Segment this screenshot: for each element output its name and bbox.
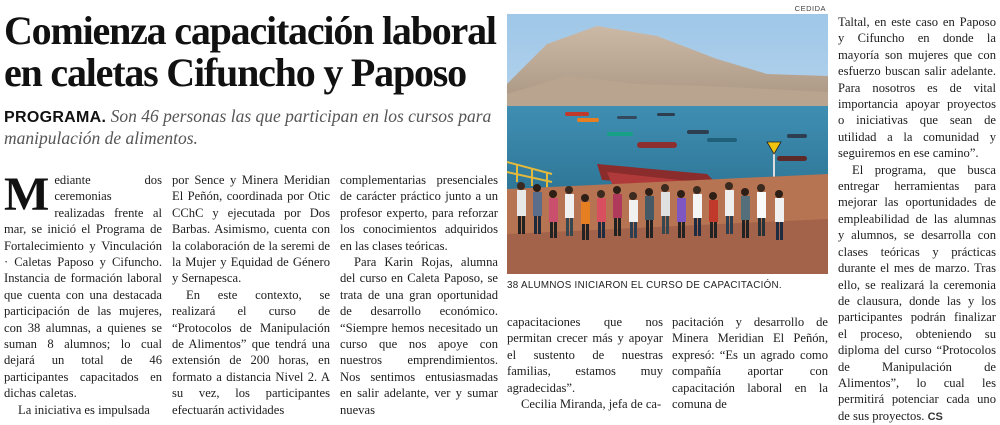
article-column-2	[172, 172, 330, 418]
deck	[4, 106, 502, 149]
photo-credit: CEDIDA	[794, 4, 826, 13]
article-column-3	[340, 172, 498, 418]
dropcap: M	[4, 168, 50, 221]
end-mark: CS	[927, 410, 943, 423]
article-column-1	[4, 168, 162, 418]
paragraph: capacitaciones que nos permitan crecer más y apoyar el sustento de nuestras familias, estamos muy agradecidas”.	[507, 315, 663, 395]
paragraph-text: El programa, que busca entregar herramientas para mejorar las oportunidades de empleabilidad de las alumnas y alumnos, se desarrolla con clases teóricas y prácticas durante el mes de marzo. Tras ello, se realizará la ceremonia de clausura, donde las y los participantes podrán finalizar el proceso, obteniendo su diploma del curso “Protocolos de Manipulación de Alimentos”, lo cual les permitirá potenciar cada uno de sus proyectos.	[838, 162, 996, 423]
deck-text: Son 46 personas las que participan en los cursos para manipulación de alimentos.	[4, 106, 492, 148]
section-tag: PROGRAMA.	[4, 109, 107, 126]
paragraph: La iniciativa es impulsada	[18, 402, 150, 417]
paragraph	[4, 168, 162, 402]
photo-illustration	[507, 14, 828, 274]
paragraph: Cecilia Miranda, jefa de ca-	[521, 397, 662, 412]
article-photo	[507, 14, 828, 274]
paragraph-text: ediante dos ceremonias realizadas frente al mar, se inició el Programa de Fortalecimiento y Vinculación · Caletas Paposo y Cifuncho. Instancia de formación laboral que cuenta con una destacada participación de las mujeres, con 38 alumnas, a quienes se suman 8 alumnos; lo cual dejará un total de 46 participantes capacitados en dichas caletas.	[4, 173, 162, 401]
headline: Comienza capacitación laboral en caletas Cifuncho y Paposo	[4, 8, 496, 95]
paragraph: pacitación y desarrollo de Minera Meridian El Peñón, expresó: “Es un agrado como compañía aportar con capacitación laboral en la comuna de	[672, 315, 828, 412]
paragraph: Para Karin Rojas, alumna del curso en Caleta Paposo, se trata de una gran oportunidad de desarrollo económico. “Siempre hemos necesitado un curso que nos apoye con nuestros emprendimientos. Nos sentimos entusiasmadas en salir adelante, ver y sumar nuevas	[340, 255, 498, 417]
paragraph: complementarias presenciales de carácter práctico junto a un profesor experto, para reforzar los conocimientos adquiridos en las clases teóricas.	[340, 173, 498, 253]
paragraph: por Sence y Minera Meridian El Peñón, coordinada por Otic CChC y ejecutada por Dos Barbas. Asimismo, cuenta con la colaboración de la seremi de la Mujer y Equidad de Género y Sernapesca.	[172, 173, 330, 286]
article-column-4b	[672, 314, 828, 412]
photo-caption: 38 ALUMNOS INICIARON EL CURSO DE CAPACITACIÓN.	[507, 280, 782, 291]
article-column-5	[838, 14, 996, 425]
paragraph	[838, 162, 996, 425]
paragraph: En este contexto, se realizará el curso de “Protocolos de Manipulación de Alimentos” que tendrá una extensión de 200 horas, en formato a distancia Nivel 2. A su vez, los participantes efectuarán actividades	[172, 287, 330, 417]
article-column-3b	[507, 314, 663, 412]
paragraph: Taltal, en este caso en Paposo y Cifuncho en donde la mayoría son mujeres que con esfuerzo buscan salir adelante. Para nosotros es de vital importancia apoyar proyectos o iniciativas que sean de utilidad a la comunidad y seguiremos en ese camino”.	[838, 15, 996, 161]
